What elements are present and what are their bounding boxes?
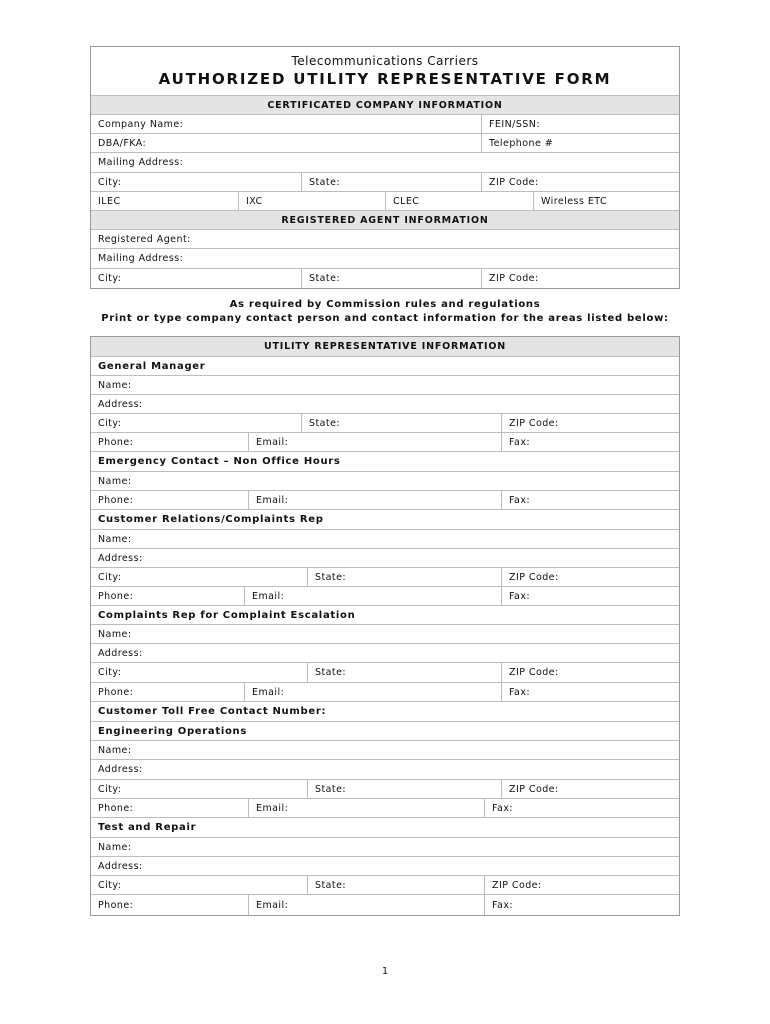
engineering-city-row [91,780,679,799]
toll-free-field[interactable]: Customer Toll Free Contact Number: [98,706,327,717]
emergency-phone-field[interactable]: Phone: [98,494,134,506]
cr-name-row [91,530,679,549]
form-header [91,47,679,96]
emergency-section [91,452,679,472]
engineering-fax-field[interactable]: Fax: [484,799,679,817]
city-field[interactable]: City: [98,176,122,188]
engineering-name-row [91,741,679,760]
cr-fax-field[interactable]: Fax: [501,587,679,605]
engineering-zip-field[interactable]: ZIP Code: [501,780,679,798]
city-row [91,173,679,192]
emergency-name-row [91,472,679,491]
emergency-fax-field[interactable]: Fax: [501,491,679,509]
test-repair-name-field[interactable]: Name: [98,841,132,853]
zip-field[interactable]: ZIP Code: [481,173,679,191]
carrier-type-wireless[interactable]: Wireless ETC [533,192,679,210]
test-repair-fax-field[interactable]: Fax: [484,895,679,915]
mailing-address-field[interactable]: Mailing Address: [98,157,184,168]
utility-box [90,336,680,916]
gm-zip-field[interactable]: ZIP Code: [501,414,679,432]
cr-address-row [91,549,679,568]
cr-zip-field[interactable]: ZIP Code: [501,568,679,586]
instructions [90,298,680,326]
carrier-type-ilec[interactable]: ILEC [98,195,121,207]
test-repair-name-row [91,838,679,857]
emergency-email-field[interactable]: Email: [248,491,501,509]
registered-agent-field[interactable]: Registered Agent: [98,233,191,245]
cr-name-field[interactable]: Name: [98,533,132,545]
carrier-type-ixc[interactable]: IXC [238,192,385,210]
form-subtitle: Telecommunications Carriers [291,54,479,68]
gm-phone-field[interactable]: Phone: [98,436,134,448]
company-name-row [91,115,679,134]
escalation-address-row [91,644,679,663]
emergency-name-field[interactable]: Name: [98,475,132,487]
test-repair-city-field[interactable]: City: [98,879,122,891]
test-repair-title: Test and Repair [98,822,197,833]
gm-phone-row [91,433,679,452]
agent-city-field[interactable]: City: [98,273,122,284]
gm-state-field[interactable]: State: [301,414,501,432]
escalation-state-field[interactable]: State: [307,663,501,682]
escalation-phone-field[interactable]: Phone: [98,686,134,698]
cr-city-row [91,568,679,587]
gm-address-field[interactable]: Address: [98,398,143,410]
gm-city-row [91,414,679,433]
carrier-type-clec[interactable]: CLEC [385,192,533,210]
test-repair-phone-field[interactable]: Phone: [98,899,134,911]
engineering-section [91,722,679,741]
test-repair-section [91,818,679,838]
agent-heading: REGISTERED AGENT INFORMATION [91,211,679,230]
engineering-title: Engineering Operations [98,725,248,737]
gm-name-row [91,376,679,395]
cr-phone-field[interactable]: Phone: [98,590,134,602]
fein-field[interactable]: FEIN/SSN: [481,115,679,133]
gm-section [91,357,679,376]
page-number: 1 [381,966,389,977]
engineering-name-field[interactable]: Name: [98,744,132,756]
gm-fax-field[interactable]: Fax: [501,433,679,451]
agent-state-field[interactable]: State: [301,269,481,288]
instructions-line-2: Print or type company contact person and contact information for the areas listed below: [101,313,669,324]
escalation-name-row [91,625,679,644]
gm-city-field[interactable]: City: [98,417,122,429]
agent-mailing-field[interactable]: Mailing Address: [98,253,184,264]
gm-address-row [91,395,679,414]
engineering-state-field[interactable]: State: [307,780,501,798]
gm-email-field[interactable]: Email: [248,433,501,451]
test-repair-phone-row [91,895,679,915]
escalation-title: Complaints Rep for Complaint Escalation [98,609,356,621]
cr-phone-row [91,587,679,606]
agent-row [91,230,679,249]
engineering-email-field[interactable]: Email: [248,799,484,817]
engineering-address-row [91,760,679,780]
agent-mailing-row [91,249,679,269]
gm-title: General Manager [98,360,206,372]
carrier-type-row [91,192,679,211]
cr-address-field[interactable]: Address: [98,552,143,564]
escalation-fax-field[interactable]: Fax: [501,683,679,701]
gm-name-field[interactable]: Name: [98,379,132,391]
test-repair-email-field[interactable]: Email: [248,895,484,915]
escalation-email-field[interactable]: Email: [244,683,501,701]
mailing-row [91,153,679,173]
utility-heading: UTILITY REPRESENTATIVE INFORMATION [91,337,679,357]
escalation-name-field[interactable]: Name: [98,628,132,640]
emergency-title: Emergency Contact – Non Office Hours [98,456,341,467]
engineering-city-field[interactable]: City: [98,783,122,795]
emergency-phone-row [91,491,679,510]
certificated-heading: CERTIFICATED COMPANY INFORMATION [91,96,679,115]
escalation-zip-field[interactable]: ZIP Code: [501,663,679,682]
state-field[interactable]: State: [301,173,481,191]
test-repair-address-row [91,857,679,876]
test-repair-state-field[interactable]: State: [307,876,484,894]
instructions-line-1: As required by Commission rules and regulations [229,299,541,310]
cr-section [91,510,679,530]
cr-title: Customer Relations/Complaints Rep [98,514,324,525]
dba-row [91,134,679,153]
company-name-field[interactable]: Company Name: [98,118,184,130]
certificated-box [90,46,680,289]
telephone-field[interactable]: Telephone # [481,134,679,152]
test-repair-city-row [91,876,679,895]
form-title: AUTHORIZED UTILITY REPRESENTATIVE FORM [158,70,612,88]
test-repair-address-field[interactable]: Address: [98,860,143,872]
escalation-section [91,606,679,625]
escalation-city-row [91,663,679,683]
agent-city-row [91,269,679,288]
engineering-phone-row [91,799,679,818]
escalation-address-field[interactable]: Address: [98,647,143,659]
test-repair-zip-field[interactable]: ZIP Code: [484,876,679,894]
agent-zip-field[interactable]: ZIP Code: [481,269,679,288]
toll-free-row [91,702,679,722]
cr-email-field[interactable]: Email: [244,587,501,605]
dba-field[interactable]: DBA/FKA: [98,137,147,149]
engineering-phone-field[interactable]: Phone: [98,802,134,814]
cr-city-field[interactable]: City: [98,571,122,583]
escalation-phone-row [91,683,679,702]
escalation-city-field[interactable]: City: [98,667,122,678]
cr-state-field[interactable]: State: [307,568,501,586]
engineering-address-field[interactable]: Address: [98,764,143,775]
